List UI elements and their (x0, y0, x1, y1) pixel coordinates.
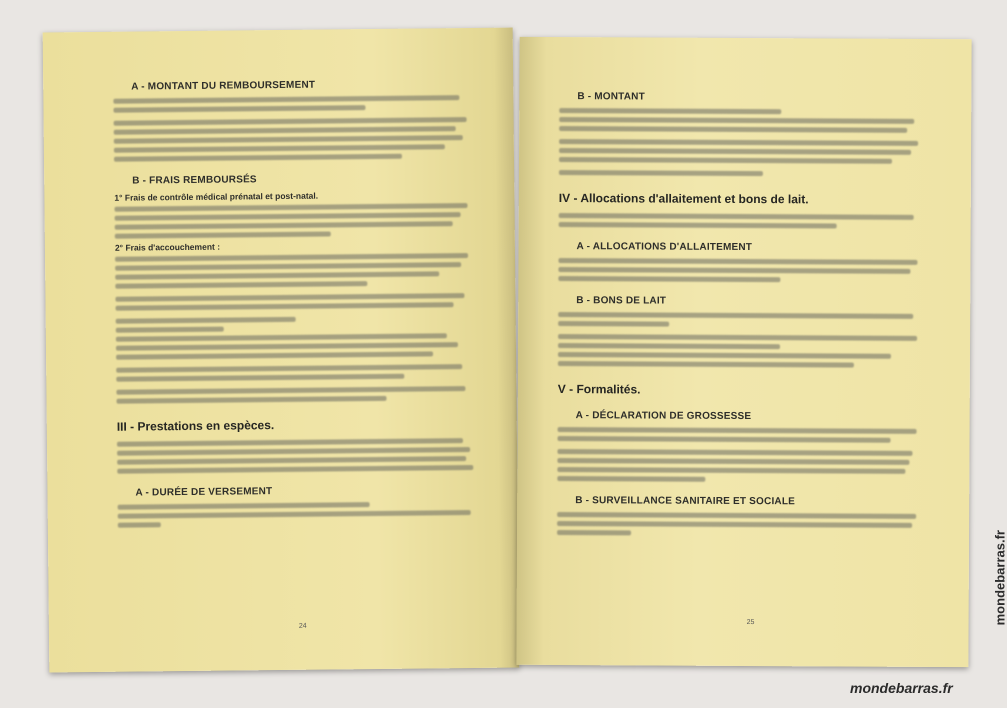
blurred-text-line (118, 522, 161, 527)
blurred-text-line (115, 262, 461, 271)
heading-montant: B - MONTANT (577, 91, 645, 103)
blurred-text-line (115, 281, 367, 289)
left-page-content (113, 64, 478, 532)
blurred-text-line (114, 154, 402, 162)
blurred-text-line (559, 213, 914, 220)
blurred-text-line (558, 343, 780, 349)
blurred-text-line (115, 271, 439, 279)
left-page-number: 24 (298, 622, 307, 630)
blurred-text-line (116, 351, 433, 359)
blurred-text-line (114, 126, 456, 135)
blurred-text-line (115, 231, 331, 238)
blurred-text-line (114, 203, 467, 212)
watermark-side: mondebarras.fr (992, 530, 1007, 626)
blurred-text-line (558, 267, 910, 274)
heading-duree-versement: A - DURÉE DE VERSEMENT (135, 486, 273, 499)
blurred-text-line (117, 438, 463, 447)
right-page (516, 37, 971, 667)
blurred-text-line (114, 144, 445, 152)
blurred-text-line (558, 352, 891, 359)
blurred-text-line (557, 521, 912, 528)
blurred-text-line (115, 221, 453, 230)
blurred-text-line (557, 530, 631, 535)
blurred-text-line (558, 312, 913, 319)
blurred-text-line (117, 465, 473, 474)
blurred-text-line (116, 327, 224, 333)
blurred-text-line (559, 117, 914, 124)
heading-bons-lait: B - BONS DE LAIT (576, 295, 667, 307)
blurred-text-line (116, 364, 462, 373)
blurred-text-line (559, 170, 763, 176)
blurred-text-line (116, 386, 465, 395)
right-page-content (557, 77, 929, 541)
blurred-text-line (558, 436, 891, 443)
left-page (43, 28, 520, 673)
blurred-text-line (558, 334, 917, 341)
blurred-text-line (116, 302, 454, 311)
blurred-text-line (559, 139, 918, 146)
heading-montant-remboursement: A - MONTANT DU REMBOURSEMENT (131, 79, 316, 93)
blurred-text-line (558, 321, 669, 327)
subheading-controle-medical: 1° Frais de contrôle médical prénatal et post-natal. (114, 190, 319, 203)
blurred-text-line (115, 212, 461, 221)
blurred-text-line (557, 458, 909, 465)
blurred-text-line (117, 456, 466, 465)
blurred-text-line (557, 512, 916, 519)
blurred-text-line (113, 105, 365, 113)
heading-allocations: A - ALLOCATIONS D'ALLAITEMENT (576, 241, 753, 254)
blurred-text-line (559, 222, 837, 228)
watermark-bottom: mondebarras.fr (850, 680, 953, 696)
heading-frais-rembourses: B - FRAIS REMBOURSÉS (132, 174, 257, 187)
blurred-text-line (558, 427, 917, 434)
blurred-text-line (559, 108, 781, 114)
blurred-text-line (116, 317, 296, 324)
blurred-text-line (117, 447, 470, 456)
blurred-text-line (114, 117, 467, 126)
heading-formalites: V - Formalités. (557, 382, 641, 397)
right-page-number: 25 (746, 619, 755, 627)
blurred-text-line (118, 502, 370, 510)
blurred-text-line (113, 95, 459, 104)
heading-surveillance-sanitaire: B - SURVEILLANCE SANITAIRE ET SOCIALE (575, 495, 796, 508)
blurred-text-line (117, 396, 387, 404)
blurred-text-line (116, 333, 447, 341)
heading-declaration-grossesse: A - DÉCLARATION DE GROSSESSE (575, 410, 752, 423)
blurred-text-line (559, 157, 892, 164)
blurred-text-line (559, 148, 911, 155)
blurred-text-line (558, 361, 854, 368)
blurred-text-line (558, 258, 917, 265)
blurred-text-line (116, 342, 458, 351)
blurred-text-line (115, 293, 464, 302)
blurred-text-line (557, 449, 912, 456)
blurred-text-line (115, 253, 468, 262)
blurred-text-line (114, 135, 463, 144)
blurred-text-line (118, 510, 471, 519)
blurred-text-line (558, 276, 780, 282)
blurred-text-line (116, 374, 404, 382)
blurred-text-line (557, 467, 905, 474)
blurred-text-line (559, 126, 907, 133)
blurred-text-line (557, 476, 705, 482)
heading-allocations-allaitement: IV - Allocations d'allaitement et bons de lait. (558, 191, 809, 207)
subheading-frais-accouchement: 2° Frais d'accouchement : (114, 241, 221, 253)
heading-prestations-especes: III - Prestations en espèces. (116, 418, 275, 434)
